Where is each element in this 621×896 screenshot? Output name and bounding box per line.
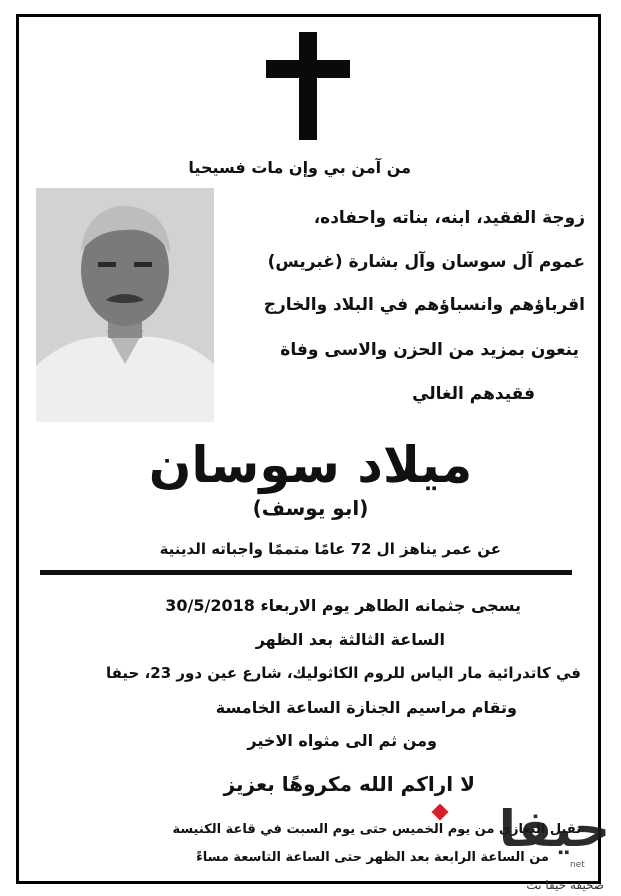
logo-title: حيفا — [498, 800, 610, 858]
logo-suffix: net — [570, 860, 585, 870]
funeral-line-2: الساعة الثالثة بعد الظهر — [255, 630, 445, 649]
family-line-5: فقيدهم الغالي — [412, 384, 535, 404]
family-line-3: اقرباؤهم وانسباؤهم في البلاد والخارج — [263, 295, 585, 315]
family-line-4: ينعون بمزيد من الحزن والاسى وفاة — [280, 340, 579, 360]
cross-icon — [266, 32, 350, 140]
deceased-photo — [36, 188, 214, 422]
haifa-net-logo — [428, 800, 618, 896]
family-line-1: زوجة الفقيد، ابنه، بناته واحفاده، — [313, 208, 585, 228]
condolence-line-1: تقبل التعازي من يوم الخميس حتى يوم السبت في قاعة الكنيسة — [172, 822, 581, 837]
family-line-2: عموم آل سوسان وآل بشارة (غبريس) — [267, 252, 585, 272]
condolence-line-2: من الساعة الرابعة بعد الظهر حتى الساعة التاسعة مساءً — [196, 850, 549, 865]
logo-subtitle: صحيفة حيفا نت — [526, 878, 604, 892]
divider — [40, 570, 572, 575]
funeral-line-3: في كاتدرائية مار الياس للروم الكاثوليك، شارع عين دور 23، حيفا — [105, 664, 581, 682]
verse: من آمن بي وإن مات فسيحيا — [188, 158, 411, 177]
funeral-line-4: وتقام مراسيم الجنازة الساعة الخامسة — [215, 698, 517, 717]
logo-dot-red — [432, 804, 449, 821]
nickname: (ابو يوسف) — [252, 496, 369, 520]
age-line: عن عمر يناهز ال 72 عامًا متممًا واجباته الدينية — [159, 540, 501, 558]
funeral-line-5: ومن ثم الى مثواه الاخير — [247, 731, 437, 750]
funeral-line-1: يسجى جثمانه الطاهر يوم الاربعاء 30/5/2018 — [165, 596, 521, 615]
deceased-name: ميلاد سوسان — [148, 436, 473, 494]
closing-line: لا اراكم الله مكروهًا بعزيز — [223, 772, 475, 796]
